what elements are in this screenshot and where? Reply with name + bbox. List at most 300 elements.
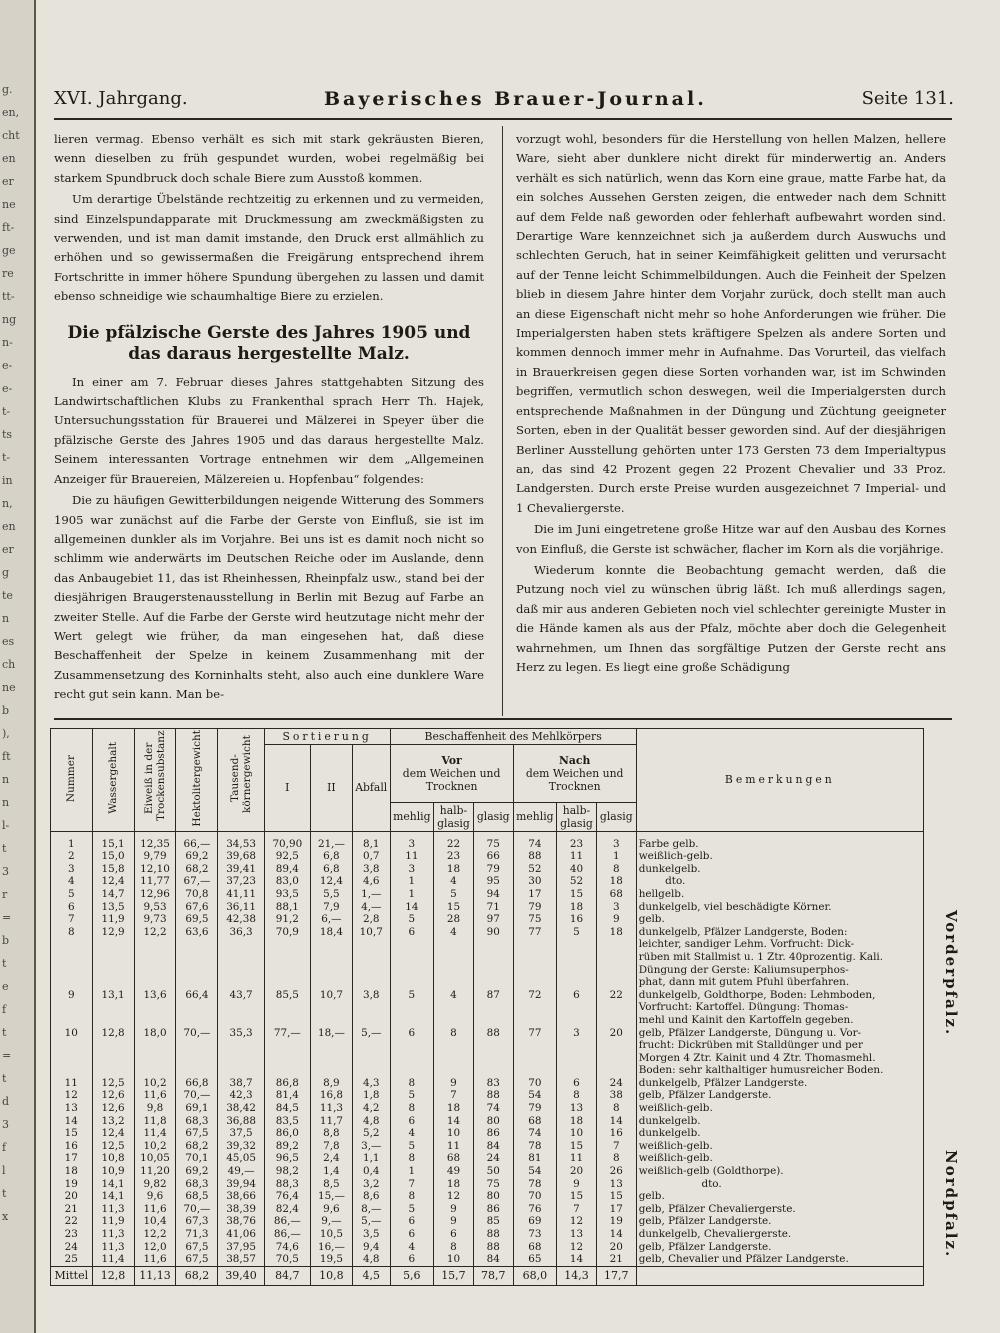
cell-ng: 15 [596, 1190, 636, 1203]
mittel-s1: 84,7 [264, 1266, 310, 1286]
cell-vm: 8 [390, 1102, 433, 1115]
cell-remark [636, 913, 923, 926]
cell-e: 11,6 [134, 1203, 176, 1216]
cell-vg: 95 [473, 875, 513, 888]
header-rule [54, 118, 952, 120]
edge-fragment: t [2, 1072, 7, 1085]
cell-nm: 78 [513, 1140, 556, 1153]
cell-h: 67,6 [176, 901, 218, 914]
cell-vm: 5 [390, 989, 433, 1027]
cell-nm: 69 [513, 1215, 556, 1228]
cell-e: 12,35 [134, 831, 176, 850]
cell-vm: 6 [390, 1215, 433, 1228]
cell-ab: 0,7 [352, 850, 390, 863]
cell-s2: 7,8 [310, 1140, 352, 1153]
table-row [51, 1178, 924, 1191]
remark-line: gelb, Pfälzer Landgerste, Düngung u. Vor- [638, 1026, 862, 1039]
cell-h: 69,2 [176, 850, 218, 863]
cell-n: 12 [51, 1089, 93, 1102]
cell-vh: 5 [434, 888, 474, 901]
cell-n: 2 [51, 850, 93, 863]
cell-ng: 17 [596, 1203, 636, 1216]
cell-vg: 94 [473, 888, 513, 901]
table-row [51, 913, 924, 926]
cell-remark [636, 1253, 923, 1266]
cell-nh: 6 [557, 1077, 597, 1090]
remark-line: dunkelgelb. [638, 1127, 701, 1140]
cell-s1: 81,4 [264, 1089, 310, 1102]
cell-n: 19 [51, 1178, 93, 1191]
edge-fragment: er [2, 543, 14, 556]
cell-remark [636, 989, 923, 1027]
cell-nm: 52 [513, 863, 556, 876]
cell-t: 38,39 [218, 1203, 264, 1216]
cell-h: 67,5 [176, 1241, 218, 1254]
cell-vg: 85 [473, 1215, 513, 1228]
cell-ab: 1,1 [352, 1152, 390, 1165]
edge-fragment: l- [2, 819, 10, 832]
cell-n: 11 [51, 1077, 93, 1090]
cell-s2: 16,— [310, 1241, 352, 1254]
mittel-h: 68,2 [176, 1266, 218, 1286]
cell-ab: 3,8 [352, 863, 390, 876]
cell-t: 36,88 [218, 1115, 264, 1128]
cell-h: 70,— [176, 1027, 218, 1077]
cell-s1: 70,90 [264, 831, 310, 850]
cell-n: 10 [51, 1027, 93, 1077]
cell-t: 37,95 [218, 1241, 264, 1254]
cell-vg: 71 [473, 901, 513, 914]
cell-t: 39,94 [218, 1178, 264, 1191]
edge-fragment: n- [2, 336, 13, 349]
cell-h: 67,5 [176, 1253, 218, 1266]
edge-fragment: ch [2, 658, 16, 671]
edge-fragment: ng [2, 313, 17, 326]
remark-line: weißlich-gelb (Goldthorpe). [638, 1165, 784, 1178]
cell-ab: 4,2 [352, 1102, 390, 1115]
remark-line: dto. [638, 875, 686, 888]
cell-ng: 8 [596, 1102, 636, 1115]
cell-vh: 68 [434, 1152, 474, 1165]
cell-h: 68,2 [176, 863, 218, 876]
cell-ab: 4,6 [352, 875, 390, 888]
col-header-vor-glasig: glasig [473, 802, 513, 831]
cell-ab: 3,2 [352, 1178, 390, 1191]
cell-e: 12,10 [134, 863, 176, 876]
table-row [51, 863, 924, 876]
cell-n: 25 [51, 1253, 93, 1266]
mittel-e: 11,13 [134, 1266, 176, 1286]
cell-vg: 90 [473, 926, 513, 989]
remark-line: gelb, Pfälzer Landgerste. [638, 1215, 772, 1228]
edge-fragment: g [2, 566, 10, 579]
remark-line: dunkelgelb, Chevaliergerste. [638, 1228, 792, 1240]
cell-vm: 6 [390, 1027, 433, 1077]
cell-s1: 70,5 [264, 1253, 310, 1266]
col-header-hekto: Hektolitergewicht [176, 729, 218, 832]
cell-w: 12,4 [92, 875, 134, 888]
col-header-vor: Vor dem Weichen und Trocknen [390, 745, 513, 803]
cell-s2: 11,3 [310, 1102, 352, 1115]
cell-vm: 5 [390, 913, 433, 926]
journal-title: Bayerisches Brauer-Journal. [324, 88, 707, 110]
cell-nh: 15 [557, 1190, 597, 1203]
cell-vm: 1 [390, 875, 433, 888]
cell-s2: 5,5 [310, 888, 352, 901]
table-row [51, 1241, 924, 1254]
cell-vg: 66 [473, 850, 513, 863]
edge-fragment: n, [2, 497, 13, 510]
right-column [516, 130, 946, 679]
cell-s2: 6,8 [310, 850, 352, 863]
cell-t: 38,7 [218, 1077, 264, 1090]
table-row [51, 1102, 924, 1115]
cell-e: 9,6 [134, 1190, 176, 1203]
cell-remark [636, 1165, 923, 1178]
cell-w: 11,4 [92, 1253, 134, 1266]
cell-vh: 11 [434, 1140, 474, 1153]
cell-t: 36,3 [218, 926, 264, 989]
cell-ng: 7 [596, 1140, 636, 1153]
cell-s1: 70,9 [264, 926, 310, 989]
cell-h: 70,8 [176, 888, 218, 901]
cell-remark [636, 1140, 923, 1153]
edge-fragment: n [2, 612, 10, 625]
cell-t: 38,42 [218, 1102, 264, 1115]
cell-ng: 26 [596, 1165, 636, 1178]
cell-w: 12,4 [92, 1127, 134, 1140]
table-row [51, 1228, 924, 1241]
cell-nm: 54 [513, 1089, 556, 1102]
cell-ng: 20 [596, 1241, 636, 1254]
cell-s2: 21,— [310, 831, 352, 850]
edge-fragment: 3 [2, 865, 9, 878]
edge-fragment: en, [2, 106, 20, 119]
cell-ng: 14 [596, 1115, 636, 1128]
cell-t: 43,7 [218, 989, 264, 1027]
cell-t: 45,05 [218, 1152, 264, 1165]
mittel-remark [636, 1266, 923, 1286]
cell-n: 17 [51, 1152, 93, 1165]
table-row [51, 875, 924, 888]
remark-line: gelb, Pfälzer Landgerste. [638, 1240, 772, 1253]
cell-vh: 10 [434, 1253, 474, 1266]
left-column [54, 130, 484, 707]
cell-s1: 98,2 [264, 1165, 310, 1178]
cell-w: 14,1 [92, 1190, 134, 1203]
cell-vg: 88 [473, 1228, 513, 1241]
cell-nh: 8 [557, 1089, 597, 1102]
cell-w: 15,1 [92, 831, 134, 850]
cell-remark [636, 1215, 923, 1228]
cell-nh: 12 [557, 1241, 597, 1254]
cell-nh: 23 [557, 831, 597, 850]
cell-ab: 4,8 [352, 1115, 390, 1128]
cell-w: 11,3 [92, 1241, 134, 1254]
table-row [51, 888, 924, 901]
cell-ng: 9 [596, 913, 636, 926]
cell-nh: 6 [557, 989, 597, 1027]
table-row [51, 989, 924, 1027]
cell-ng: 68 [596, 888, 636, 901]
cell-w: 10,8 [92, 1152, 134, 1165]
remark-line: mehl und Kainit den Kartoffeln gegeben. [638, 1013, 854, 1026]
cell-ab: 9,4 [352, 1241, 390, 1254]
cell-h: 68,5 [176, 1190, 218, 1203]
cell-e: 12,2 [134, 926, 176, 989]
cell-w: 14,7 [92, 888, 134, 901]
cell-ab: 5,— [352, 1027, 390, 1077]
cell-remark [636, 1203, 923, 1216]
cell-vm: 8 [390, 1152, 433, 1165]
edge-fragment: ne [2, 681, 16, 694]
cell-w: 12,5 [92, 1140, 134, 1153]
cell-vm: 3 [390, 863, 433, 876]
cell-nm: 77 [513, 1027, 556, 1077]
cell-remark [636, 1178, 923, 1191]
table-row [51, 926, 924, 989]
col-header-nummer: Nummer [51, 729, 93, 832]
remark-line: dunkelgelb, viel beschädigte Körner. [638, 900, 832, 913]
cell-h: 69,5 [176, 913, 218, 926]
cell-h: 68,3 [176, 1115, 218, 1128]
remark-line: gelb, Chevalier und Pfälzer Landgerste. [638, 1253, 849, 1266]
cell-vm: 5 [390, 1089, 433, 1102]
cell-s2: 12,4 [310, 875, 352, 888]
col-header-sort-II: II [310, 745, 352, 832]
cell-vm: 11 [390, 850, 433, 863]
cell-nh: 15 [557, 888, 597, 901]
cell-t: 49,— [218, 1165, 264, 1178]
cell-e: 12,2 [134, 1228, 176, 1241]
cell-s2: 1,4 [310, 1165, 352, 1178]
cell-nh: 9 [557, 1178, 597, 1191]
col-header-beschaffenheit: Beschaffenheit des Mehlkörpers [390, 729, 636, 745]
cell-e: 12,0 [134, 1241, 176, 1254]
paragraph: vorzugt wohl, besonders für die Herstellung von hellen Malzen, hellere Ware, sieht aber dunklere nicht direkt für minderwertig an. Anders verhält es sich natürlich, wenn das Korn eine graue, matte Farbe hat, da ein solches Aussehen Gersten zeigen, die entweder nach dem Schnitt auf dem Felde naß geworden oder fehlerhaft aufbewahrt worden sind. Derartige Ware kennzeichnet sich ja außerdem durch Auswuchs und schlechten Geruch, hat in seiner Keimfähigkeit gelitten und verursacht auf der Tenne leicht Schimmelbildungen. Auch die Feinheit der Spelzen blieb in diesem Jahre hinter dem Vorjahr zurück, doch stellt man auch an diese Eigenschaft nicht mehr so hohe Anforderungen wie früher. Die Imperialgersten haben stets kräftigere Spelzen als andere Sorten und kommen dennoch immer mehr in Aufnahme. Das Vorurteil, das vielfach in Brauerkreisen gegen diese Sorten vorhanden war, ist im Schwinden begriffen, vermutlich schon deswegen, weil die Imperialgersten durch entsprechende Maßnahmen in der Düngung und Züchtung geeigneter Sorten, eben in der Qualität besser geworden sind. Auf der diesjährigen Berliner Ausstellung gehörten unter 173 Gersten 73 dem Imperialtypus an, das sind 42 Prozent gegen 22 Prozent Chevalier und 33 Proz. Landgersten. Durch erste Preise wurden ausgezeichnet 7 Imperial- und 1 Chevaliergerste. [516, 132, 946, 515]
cell-s2: 8,8 [310, 1127, 352, 1140]
cell-nm: 70 [513, 1190, 556, 1203]
table-row [51, 1077, 924, 1090]
cell-t: 42,3 [218, 1089, 264, 1102]
cell-ng: 21 [596, 1253, 636, 1266]
cell-nh: 12 [557, 1215, 597, 1228]
cell-e: 11,8 [134, 1115, 176, 1128]
cell-w: 11,3 [92, 1203, 134, 1216]
cell-vh: 8 [434, 1027, 474, 1077]
edge-fragment: re [2, 267, 14, 280]
cell-s1: 88,1 [264, 901, 310, 914]
edge-fragment: es [2, 635, 15, 648]
cell-s1: 93,5 [264, 888, 310, 901]
cell-vm: 6 [390, 926, 433, 989]
edge-fragment: f [2, 1141, 7, 1154]
cell-w: 13,2 [92, 1115, 134, 1128]
cell-nh: 18 [557, 1115, 597, 1128]
cell-w: 14,1 [92, 1178, 134, 1191]
cell-remark [636, 1027, 923, 1077]
cell-w: 12,8 [92, 1027, 134, 1077]
cell-ab: 8,6 [352, 1190, 390, 1203]
cell-nm: 88 [513, 850, 556, 863]
page-number: Seite 131. [861, 88, 954, 109]
cell-e: 10,4 [134, 1215, 176, 1228]
col-header-sortierung: Sortierung [264, 729, 390, 745]
cell-nh: 13 [557, 1228, 597, 1241]
cell-remark [636, 888, 923, 901]
cell-e: 9,8 [134, 1102, 176, 1115]
remark-line: hellgelb. [638, 887, 685, 900]
cell-n: 13 [51, 1102, 93, 1115]
cell-vm: 6 [390, 1228, 433, 1241]
edge-fragment: t [2, 1187, 7, 1200]
remark-line: rüben mit Stallmist u. 1 Ztr. 40prozentig. Kali. [638, 950, 884, 963]
edge-fragment: e [2, 980, 9, 993]
cell-vh: 12 [434, 1190, 474, 1203]
cell-vg: 97 [473, 913, 513, 926]
cell-w: 13,5 [92, 901, 134, 914]
cell-s2: 10,7 [310, 989, 352, 1027]
cell-remark [636, 901, 923, 914]
cell-ab: 10,7 [352, 926, 390, 989]
cell-vm: 4 [390, 1127, 433, 1140]
cell-vh: 9 [434, 1215, 474, 1228]
cell-e: 10,2 [134, 1140, 176, 1153]
cell-vh: 18 [434, 1102, 474, 1115]
paragraph: lieren vermag. Ebenso verhält es sich mit stark gekräusten Bieren, wenn dieselben zu früh gespundet wurden, wobei regelmäßig bei starkem Spundbruck doch schale Biere zum Ausstoß kommen. [54, 132, 484, 185]
cell-t: 41,11 [218, 888, 264, 901]
cell-e: 11,20 [134, 1165, 176, 1178]
cell-n: 6 [51, 901, 93, 914]
table-row [51, 831, 924, 850]
table-row [51, 1115, 924, 1128]
mittel-s2: 10,8 [310, 1266, 352, 1286]
mittel-n: Mittel [51, 1266, 93, 1286]
edge-fragment: l [2, 1164, 6, 1177]
remark-line: Boden: sehr kalthaltiger humusreicher Boden. [638, 1064, 884, 1077]
cell-w: 12,5 [92, 1077, 134, 1090]
cell-ng: 24 [596, 1077, 636, 1090]
remark-line: dunkelgelb, Goldthorpe, Boden: Lehmboden, [638, 988, 876, 1001]
barley-analysis-table [50, 728, 924, 1286]
col-header-abfall: Abfall [352, 745, 390, 832]
edge-fragment: r [2, 888, 8, 901]
cell-ng: 38 [596, 1089, 636, 1102]
cell-vg: 86 [473, 1203, 513, 1216]
cell-nh: 15 [557, 1140, 597, 1153]
table-row [51, 1027, 924, 1077]
edge-fragment: er [2, 175, 14, 188]
mittel-w: 12,8 [92, 1266, 134, 1286]
cell-ab: 5,— [352, 1215, 390, 1228]
cell-vm: 5 [390, 1140, 433, 1153]
cell-e: 12,96 [134, 888, 176, 901]
cell-h: 69,1 [176, 1102, 218, 1115]
cell-s2: 9,6 [310, 1203, 352, 1216]
cell-s2: 9,— [310, 1215, 352, 1228]
cell-ng: 8 [596, 863, 636, 876]
cell-vm: 1 [390, 1165, 433, 1178]
cell-ab: 0,4 [352, 1165, 390, 1178]
cell-nm: 70 [513, 1077, 556, 1090]
cell-h: 71,3 [176, 1228, 218, 1241]
cell-ab: 3,8 [352, 989, 390, 1027]
col-header-vor-mehlig: mehlig [390, 802, 433, 831]
cell-vh: 4 [434, 989, 474, 1027]
edge-fragment: b [2, 934, 10, 947]
remark-line: weißlich-gelb. [638, 1152, 713, 1165]
cell-s1: 86,8 [264, 1077, 310, 1090]
cell-n: 9 [51, 989, 93, 1027]
cell-vm: 7 [390, 1178, 433, 1191]
cell-nm: 54 [513, 1165, 556, 1178]
col-header-eiweiss: Eiweiß in der Trockensubstanz [134, 729, 176, 832]
cell-n: 20 [51, 1190, 93, 1203]
col-header-vor-halbglasig: halb-glasig [434, 802, 474, 831]
cell-s2: 18,— [310, 1027, 352, 1077]
cell-nh: 20 [557, 1165, 597, 1178]
edge-fragment: ), [2, 727, 10, 740]
table-row [51, 1203, 924, 1216]
cell-s1: 88,3 [264, 1178, 310, 1191]
cell-h: 70,— [176, 1203, 218, 1216]
cell-e: 10,05 [134, 1152, 176, 1165]
cell-nm: 75 [513, 913, 556, 926]
cell-t: 42,38 [218, 913, 264, 926]
cell-vh: 15 [434, 901, 474, 914]
cell-h: 63,6 [176, 926, 218, 989]
cell-e: 11,4 [134, 1127, 176, 1140]
mittel-ab: 4,5 [352, 1266, 390, 1286]
cell-vh: 28 [434, 913, 474, 926]
cell-vm: 1 [390, 888, 433, 901]
cell-t: 38,76 [218, 1215, 264, 1228]
cell-t: 37,5 [218, 1127, 264, 1140]
edge-fragment: b [2, 704, 10, 717]
cell-e: 13,6 [134, 989, 176, 1027]
edge-fragment: e- [2, 382, 13, 395]
mittel-nm: 68,0 [513, 1266, 556, 1286]
cell-w: 11,9 [92, 1215, 134, 1228]
cell-s1: 76,4 [264, 1190, 310, 1203]
cell-s2: 10,5 [310, 1228, 352, 1241]
mittel-vg: 78,7 [473, 1266, 513, 1286]
edge-fragment: t [2, 842, 7, 855]
cell-n: 5 [51, 888, 93, 901]
edge-fragment: = [2, 1049, 12, 1062]
table-row [51, 1152, 924, 1165]
cell-n: 14 [51, 1115, 93, 1128]
cell-ng: 3 [596, 901, 636, 914]
cell-nm: 68 [513, 1115, 556, 1128]
cell-nm: 77 [513, 926, 556, 989]
cell-vm: 4 [390, 1241, 433, 1254]
cell-t: 35,3 [218, 1027, 264, 1077]
cell-nh: 52 [557, 875, 597, 888]
edge-fragment: ne [2, 198, 16, 211]
cell-s1: 92,5 [264, 850, 310, 863]
cell-remark [636, 1228, 923, 1241]
edge-fragment: ft- [2, 221, 15, 234]
cell-vg: 88 [473, 1089, 513, 1102]
remark-line: gelb. [638, 913, 665, 926]
cell-s2: 7,9 [310, 901, 352, 914]
cell-nm: 74 [513, 831, 556, 850]
edge-fragment: ft [2, 750, 11, 763]
cell-e: 9,82 [134, 1178, 176, 1191]
edge-fragment: en [2, 152, 16, 165]
region-label-nordpfalz: Nordpfalz. [942, 1150, 960, 1259]
